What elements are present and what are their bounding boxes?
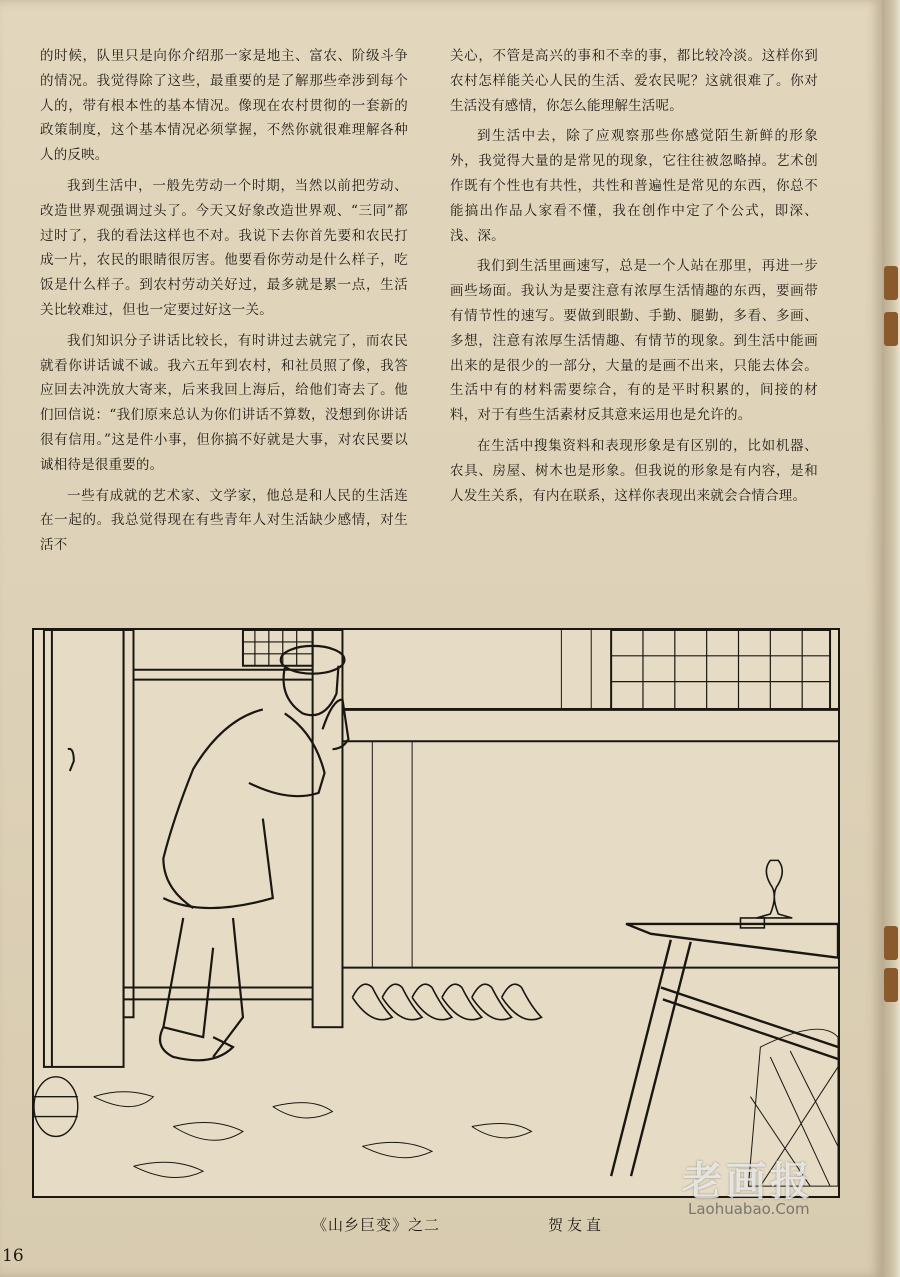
binding-tab <box>884 926 898 960</box>
illustration-drawing <box>34 630 838 1196</box>
left-paragraph-2: 我到生活中，一般先劳动一个时期，当然以前把劳动、改造世界观强调过头了。今天又好象改造世界观、“三同”都过时了，我的看法这样也不对。我说下去你首先要和农民打成一片，农民的眼睛很厉害。他要看你劳动是什么样子，吃饭是什么样子。到农村劳动关好过，最多就是累一点，生活关比较难过，但也一定要过好这一关。 <box>40 177 408 318</box>
oil-lamp <box>740 860 792 928</box>
binding-tab <box>884 266 898 300</box>
table <box>611 924 838 1176</box>
watermark-logo: 老画报 <box>682 1158 814 1205</box>
right-text-column <box>450 44 818 514</box>
illustration-caption-title: 《山乡巨变》之二 <box>312 1216 441 1234</box>
right-paragraph-1: 关心，不管是高兴的事和不幸的事，都比较冷淡。这样你到农村怎样能关心人民的生活、爱农民呢？这就很难了。你对生活没有感情，你怎么能理解生活呢。 <box>450 48 818 114</box>
left-paragraph-4: 一些有成就的艺术家、文学家，他总是和人民的生活连在一起的。我总觉得现在有些青年人对生活缺少感情，对生活不 <box>40 487 408 554</box>
page-number: 16 <box>2 1246 24 1266</box>
right-paragraph-2: 到生活中去，除了应观察那些你感觉陌生新鲜的形象外，我觉得大量的是常见的现象，它往往被忽略掉。艺术创作既有个性也有共性，共性和普遍性是常见的东西，你总不能搞出作品人家看不懂，我在创作中定了个公式，即深、浅、深。 <box>450 128 818 244</box>
line-drawing-illustration <box>32 628 840 1198</box>
left-paragraph-1: 的时候，队里只是向你介绍那一家是地主、富农、阶级斗争的情况。我觉得除了这些，最重要的是了解那些牵涉到每个人的，带有根本性的基本情况。像现在农村贯彻的一套新的政策制度，这个基本情况必须掌握，不然你就很难理解各种人的反映。 <box>40 48 408 164</box>
right-paragraph-4: 在生活中搜集资料和表现形象是有区别的，比如机器、农具、房屋、树木也是形象。但我说的形象是有内容，是和人发生关系，有内在联系，这样你表现出来就会合情合理。 <box>450 437 818 504</box>
binding-tab <box>884 312 898 346</box>
left-paragraph-3: 我们知识分子讲话比较长，有时讲过去就完了，而农民就看你讲话诚不诚。我六五年到农村，和社员照了像，我答应回去冲洗放大寄来，后来我回上海后，给他们寄去了。他们回信说：“我们原来总认为你们讲话不算数，没想到你讲话很有信用。”这是件小事，但你搞不好就是大事，对农民要以诚相待是很重要的。 <box>40 332 408 473</box>
shoes-on-floor <box>352 984 541 1020</box>
stone-floor <box>94 1092 532 1178</box>
hanging-basket <box>34 1077 78 1137</box>
right-paragraph-3: 我们到生活里画速写，总是一个人站在那里，再进一步画些场面。我认为是要注意有浓厚生活情趣的东西，要画带有情节性的速写。要做到眼勤、手勤、腿勤，多看、多画、多想，注意有浓厚生活情趣、有情节的现象。到生活中能画出来的是很少的一部分，大量的是画不出来，只能去体会。生活中有的材料需要综合，有的是平时积累的，间接的材料，对于有些生活素材反其意来运用也是允许的。 <box>450 258 818 424</box>
page-binding-edge <box>882 0 900 1277</box>
left-text-column <box>40 44 408 564</box>
door-handle <box>68 749 74 771</box>
door-frame <box>44 630 124 1067</box>
peasant-figure <box>160 646 348 1060</box>
binding-tab <box>884 968 898 1002</box>
illustration-caption-artist: 贺友直 <box>548 1216 606 1234</box>
watermark-url: Laohuabao.Com <box>688 1200 810 1218</box>
